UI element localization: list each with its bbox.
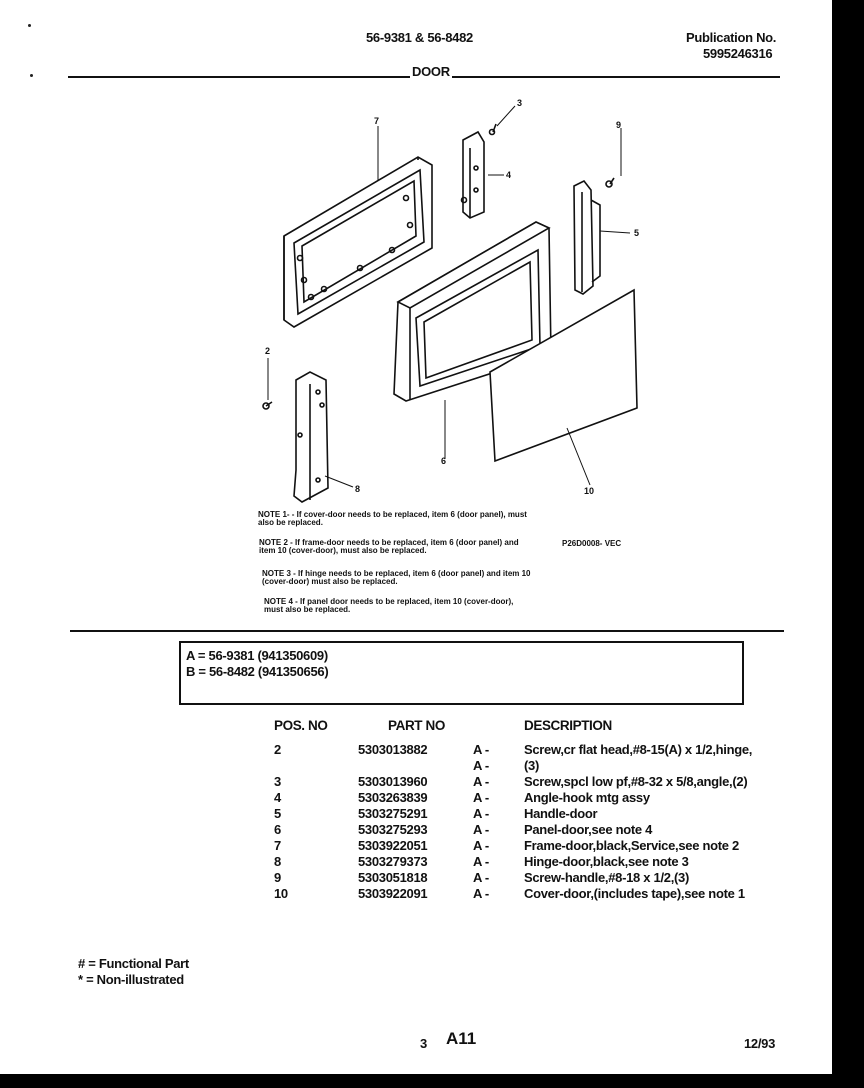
row-pos: 7 — [274, 838, 281, 853]
handle-door-part — [574, 181, 600, 294]
hinge-door-part — [294, 372, 328, 502]
model-numbers: 56-9381 & 56-8482 — [366, 30, 473, 45]
row-code: A - — [473, 774, 489, 789]
row-code: A - — [473, 822, 489, 837]
row-code: A - — [473, 790, 489, 805]
row-part: 5303263839 — [358, 790, 428, 805]
callout-5: 5 — [634, 228, 640, 238]
angle-hook-part — [462, 132, 485, 218]
callout-3: 3 — [517, 98, 523, 108]
row-code: A - — [473, 758, 489, 773]
figure-code: P26D0008- VEC — [562, 539, 622, 548]
row-pos: 2 — [274, 742, 281, 757]
section-title: DOOR — [412, 64, 450, 79]
callout-7: 7 — [374, 116, 380, 126]
model-legend-b: B = 56-8482 (941350656) — [186, 664, 329, 679]
row-part: 5303279373 — [358, 854, 428, 869]
row-code: A - — [473, 742, 489, 757]
model-legend-a: A = 56-9381 (941350609) — [186, 648, 328, 663]
row-pos: 10 — [274, 886, 288, 901]
row-desc: Angle-hook mtg assy — [524, 790, 650, 805]
footnote-non-illustrated: * = Non-illustrated — [78, 972, 184, 987]
note-3: NOTE 3 - If hinge needs to be replaced, item 6 (door panel) and item 10 (cover-door) must also be replaced. — [262, 569, 531, 586]
col-header-desc: DESCRIPTION — [524, 718, 612, 733]
row-part: 5303275291 — [358, 806, 428, 821]
row-part: 5303013882 — [358, 742, 428, 757]
row-code: A - — [473, 886, 489, 901]
row-pos: 4 — [274, 790, 281, 805]
row-code: A - — [473, 806, 489, 821]
publication-label: Publication No. — [686, 30, 777, 45]
row-pos: 6 — [274, 822, 281, 837]
row-code: A - — [473, 838, 489, 853]
callout-10: 10 — [584, 486, 595, 496]
row-part: 5303922051 — [358, 838, 428, 853]
row-desc: Screw,spcl low pf,#8-32 x 5/8,angle,(2) — [524, 774, 748, 789]
row-pos: 3 — [274, 774, 281, 789]
row-part: 5303275293 — [358, 822, 428, 837]
row-pos: 5 — [274, 806, 281, 821]
row-pos: 8 — [274, 854, 281, 869]
callout-4: 4 — [506, 170, 512, 180]
col-header-part: PART NO — [388, 718, 445, 733]
row-desc: Screw-handle,#8-18 x 1/2,(3) — [524, 870, 690, 885]
screw-3 — [490, 124, 497, 135]
publication-number: 5995246316 — [703, 46, 773, 61]
row-part: 5303051818 — [358, 870, 428, 885]
row-desc: Cover-door,(includes tape),see note 1 — [524, 886, 745, 901]
row-desc: Frame-door,black,Service,see note 2 — [524, 838, 739, 853]
screw-9 — [606, 178, 614, 187]
note-2: NOTE 2 - If frame-door needs to be replaced, item 6 (door panel) and item 10 (cover-door), must also be replaced. — [259, 538, 519, 555]
row-code: A - — [473, 870, 489, 885]
row-desc: (3) — [524, 758, 539, 773]
footer-date: 12/93 — [744, 1036, 776, 1051]
section-rule — [70, 630, 784, 632]
row-part: 5303013960 — [358, 774, 428, 789]
callout-8: 8 — [355, 484, 361, 494]
row-desc: Handle-door — [524, 806, 598, 821]
row-desc: Screw,cr flat head,#8-15(A) x 1/2,hinge, — [524, 742, 753, 757]
note-1: NOTE 1- - If cover-door needs to be replaced, item 6 (door panel), must also be replaced. — [258, 510, 527, 527]
footnote-functional: # = Functional Part — [78, 956, 189, 971]
screw-2 — [263, 402, 272, 409]
footer-page-code: A11 — [446, 1029, 477, 1048]
row-pos: 9 — [274, 870, 281, 885]
callout-9: 9 — [616, 120, 622, 130]
row-desc: Hinge-door,black,see note 3 — [524, 854, 689, 869]
note-4: NOTE 4 - If panel door needs to be replaced, item 10 (cover-door), must also be replaced. — [264, 597, 514, 614]
row-part: 5303922091 — [358, 886, 428, 901]
callout-2: 2 — [265, 346, 271, 356]
footer-page-number: 3 — [420, 1036, 427, 1051]
col-header-pos: POS. NO — [274, 718, 328, 733]
row-desc: Panel-door,see note 4 — [524, 822, 653, 837]
callout-6: 6 — [441, 456, 447, 466]
row-code: A - — [473, 854, 489, 869]
